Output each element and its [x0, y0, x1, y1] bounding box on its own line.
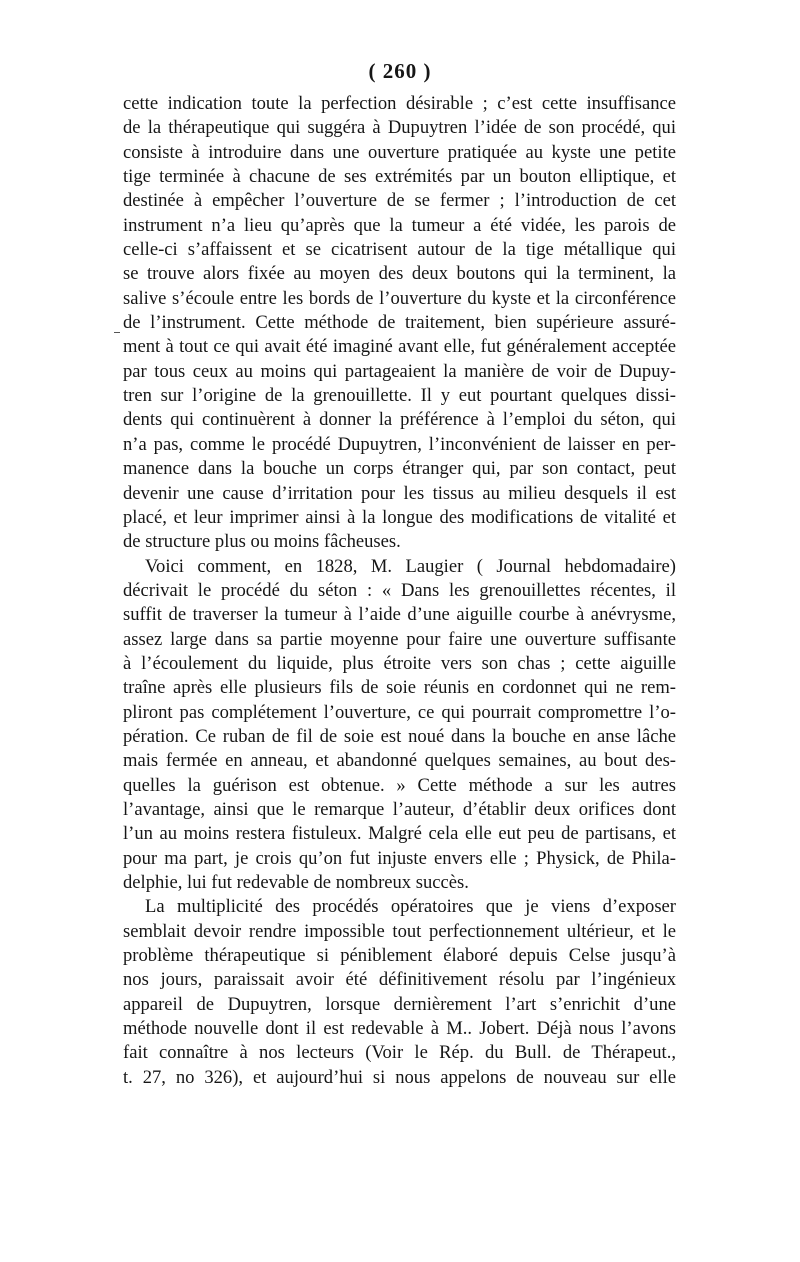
text-line: Voici comment, en 1828, M. Laugier ( Journal hebdomadaire) [145, 555, 676, 577]
text-line: celle-ci s’affaissent et se cicatrisent autour de la tige métallique qui [123, 239, 676, 261]
text-line: placé, et leur imprimer ainsi à la longue des modifications de vitalité et [123, 506, 676, 528]
text-line: dents qui continuèrent à donner la préférence à l’emploi du séton, qui [123, 409, 676, 431]
text-line: quelles la guérison est obtenue. » Cette méthode a sur les autres [123, 774, 676, 796]
text-line: devenir une cause d’irritation pour les tissus au milieu desquels il est [123, 482, 676, 504]
body-text [123, 92, 676, 1090]
text-line: de l’instrument. Cette méthode de traitement, bien supérieure assuré- [123, 312, 676, 334]
text-line: delphie, lui fut redevable de nombreux succès. [123, 872, 469, 893]
text-line: par tous ceux au moins qui partageaient la manière de voir de Dupuy- [123, 360, 676, 382]
text-line: de la thérapeutique qui suggéra à Dupuytren l’idée de son procédé, qui [123, 117, 676, 139]
text-line: problème thérapeutique si péniblement élaboré depuis Celse jusqu’à [123, 945, 676, 967]
text-line: t. 27, no 326), et aujourd’hui si nous appelons de nouveau sur elle [123, 1066, 676, 1088]
text-line: manence dans la bouche un corps étranger qui, par son contact, peut [123, 458, 676, 480]
text-line: tige terminée à chacune de ses extrémités par un bouton elliptique, et [123, 166, 676, 188]
text-line: salive s’écoule entre les bords de l’ouverture du kyste et la circonférence [123, 287, 676, 309]
text-line: nos jours, paraissait avoir été définitivement résolu par l’ingénieux [123, 969, 676, 991]
text-line: à l’écoulement du liquide, plus étroite vers son chas ; cette aiguille [123, 652, 676, 674]
text-line: pour ma part, je crois qu’on fut injuste envers elle ; Physick, de Phila- [123, 847, 676, 869]
text-line: assez large dans sa partie moyenne pour faire une ouverture suffisante [123, 628, 676, 650]
text-line: méthode nouvelle dont il est redevable à M.. Jobert. Déjà nous l’avons [123, 1018, 676, 1040]
text-line: n’a pas, comme le procédé Dupuytren, l’inconvénient de laisser en per- [123, 433, 676, 455]
margin-mark [114, 332, 120, 333]
text-line: suffit de traverser la tumeur à l’aide d’une aiguille courbe à anévrysme, [123, 604, 676, 626]
text-line: l’un au moins restera fistuleux. Malgré cela elle eut peu de partisans, et [123, 823, 676, 845]
text-line: cette indication toute la perfection désirable ; c’est cette insuffisance [123, 93, 676, 114]
text-line: appareil de Dupuytren, lorsque dernièrement l’art s’enrichit d’une [123, 993, 676, 1015]
text-line: de structure plus ou moins fâcheuses. [123, 531, 401, 553]
text-line: se trouve alors fixée au moyen des deux boutons qui la terminent, la [123, 263, 676, 285]
text-line: tren sur l’origine de la grenouillette. Il y eut pourtant quelques dissi- [123, 385, 676, 407]
text-line: instrument n’a lieu qu’après que la tumeur a été vidée, les parois de [123, 214, 676, 236]
text-line: pliront pas complétement l’ouverture, ce qui pourrait compromettre l’o- [123, 701, 676, 723]
text-line: La multiplicité des procédés opératoires que je viens d’exposer [145, 896, 676, 918]
text-line: destinée à empêcher l’ouverture de se fermer ; l’introduction de cet [123, 190, 676, 212]
text-line: ment à tout ce qui avait été imaginé avant elle, fut généralement acceptée [123, 336, 676, 358]
text-line: l’avantage, ainsi que le remarque l’auteur, d’établir deux orifices dont [123, 798, 676, 820]
page-number: ( 260 ) [368, 59, 432, 83]
text-line: traîne après elle plusieurs fils de soie réunis en cordonnet qui ne rem- [123, 677, 676, 699]
text-line: fait connaître à nos lecteurs (Voir le Rép. du Bull. de Thérapeut., [123, 1042, 676, 1064]
text-line: consiste à introduire dans une ouverture pratiquée au kyste une petite [123, 141, 676, 163]
text-line: pération. Ce ruban de fil de soie est noué dans la bouche en anse lâche [123, 725, 676, 747]
text-line: mais fermée en anneau, et abandonné quelques semaines, au bout des- [123, 750, 676, 772]
text-line: semblait devoir rendre impossible tout perfectionnement ultérieur, et le [123, 920, 676, 942]
text-line: décrivait le procédé du séton : « Dans les grenouillettes récentes, il [123, 579, 676, 601]
